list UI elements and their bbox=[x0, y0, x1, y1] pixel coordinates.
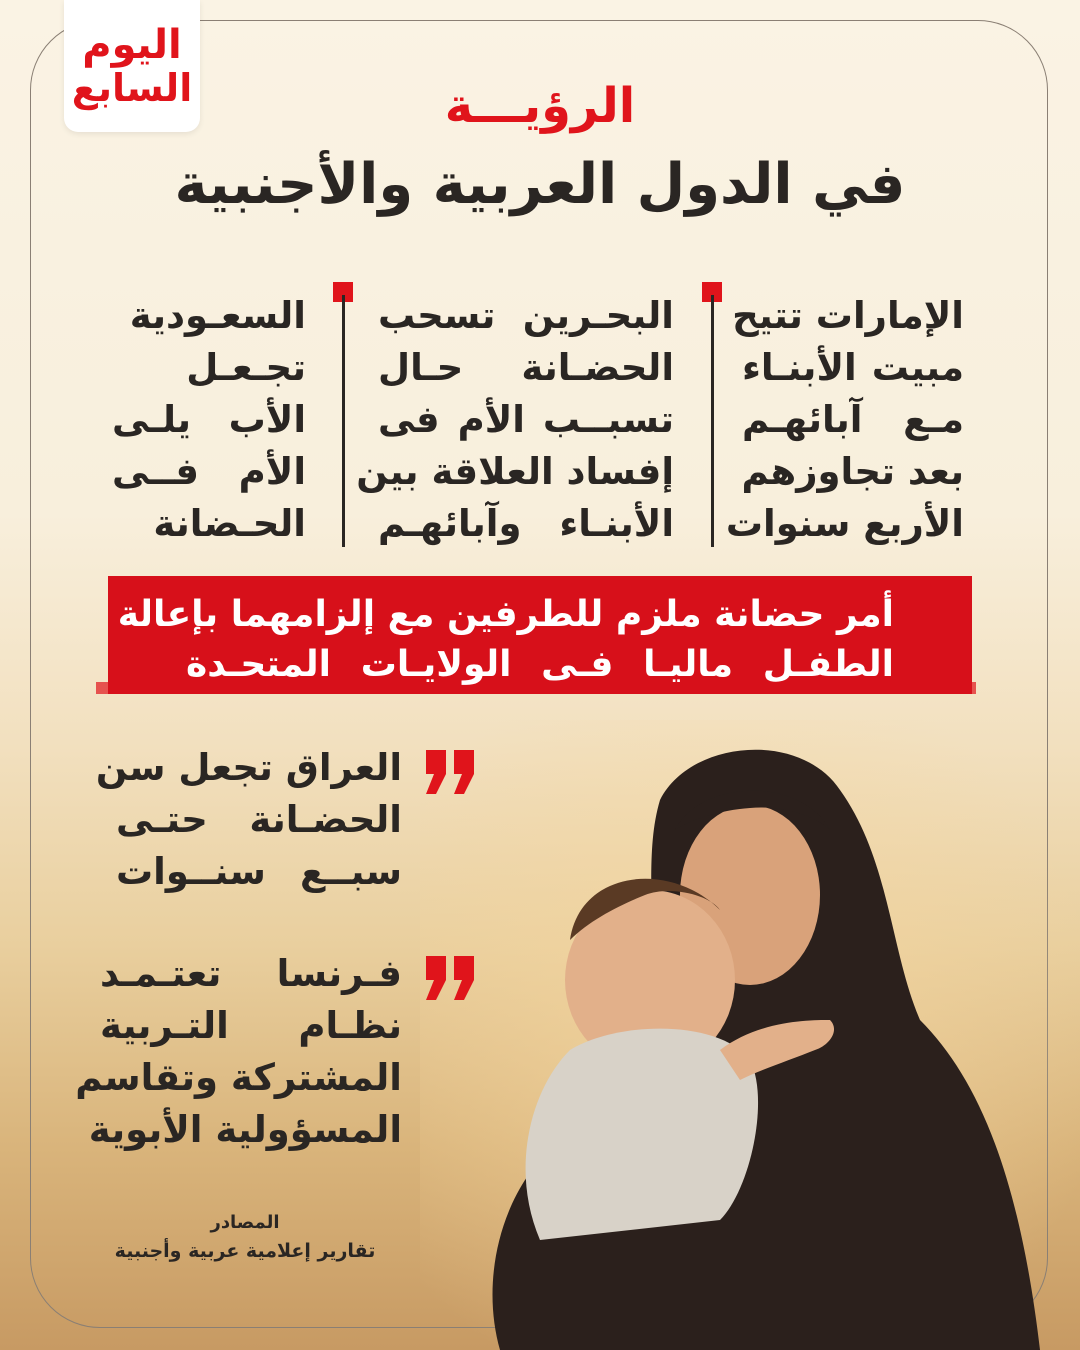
quote-line: المشتركة وتقاسم bbox=[75, 1056, 402, 1099]
quote-line: العراق تجعل سن bbox=[95, 746, 402, 789]
quote-iraq bbox=[95, 742, 402, 898]
column-separator bbox=[342, 295, 345, 547]
banner-line: الطفـل ماليـا فـى الولايـات المتحـدة bbox=[186, 644, 894, 685]
column-line: الأربع سنوات bbox=[725, 502, 964, 545]
column-line: بعد تجاوزهم bbox=[741, 450, 964, 493]
quote-line: نظـام التـربية bbox=[100, 1004, 402, 1047]
column-line: تسبــب الأم فى bbox=[378, 398, 674, 441]
mother-child-photo bbox=[420, 720, 1080, 1350]
column-line: مـع آبائهـم bbox=[742, 398, 964, 441]
column-line: الإمارات تتيح bbox=[732, 294, 964, 337]
column-saudi bbox=[112, 290, 306, 550]
quote-line: سبــع سنــوات bbox=[116, 850, 402, 893]
column-line: الحضـانة حـال bbox=[378, 346, 674, 389]
usa-banner bbox=[108, 576, 972, 694]
column-bahrain bbox=[356, 290, 674, 550]
banner-line: أمر حضانة ملزم للطرفين مع إلزامهما بإعالة bbox=[117, 594, 894, 635]
quote-icon bbox=[420, 954, 480, 1002]
column-line: السعـودية bbox=[129, 294, 306, 337]
column-line: مبيت الأبنـاء bbox=[742, 346, 964, 389]
column-line: الأب يلـى bbox=[112, 398, 306, 441]
column-uae bbox=[725, 290, 964, 550]
column-line: الأم فــى bbox=[112, 450, 306, 493]
column-line: البحـرين تسحب bbox=[378, 294, 674, 337]
quote-line: المسؤولية الأبوية bbox=[88, 1108, 402, 1151]
logo-line-1: اليوم bbox=[82, 22, 182, 68]
logo-line-2: السابع bbox=[71, 66, 193, 110]
column-line: إفساد العلاقة بين bbox=[356, 450, 674, 493]
title-line-1: الرؤيـــة bbox=[444, 78, 636, 134]
column-line: الأبنـاء وآبائهـم bbox=[378, 502, 674, 545]
column-line: تجـعـل bbox=[186, 346, 306, 389]
quote-icon bbox=[420, 748, 480, 796]
title-line-2: في الدول العربية والأجنبية bbox=[174, 152, 906, 217]
column-separator bbox=[711, 295, 714, 547]
sources bbox=[100, 1210, 390, 1266]
quote-line: الحضـانة حتـى bbox=[116, 798, 402, 841]
sources-text: تقارير إعلامية عربية وأجنبية bbox=[114, 1240, 376, 1262]
quote-france bbox=[75, 948, 402, 1156]
column-line: الحـضانة bbox=[153, 502, 306, 545]
sources-title: المصادر bbox=[210, 1212, 280, 1233]
quote-line: فـرنسا تعتـمـد bbox=[100, 952, 402, 995]
